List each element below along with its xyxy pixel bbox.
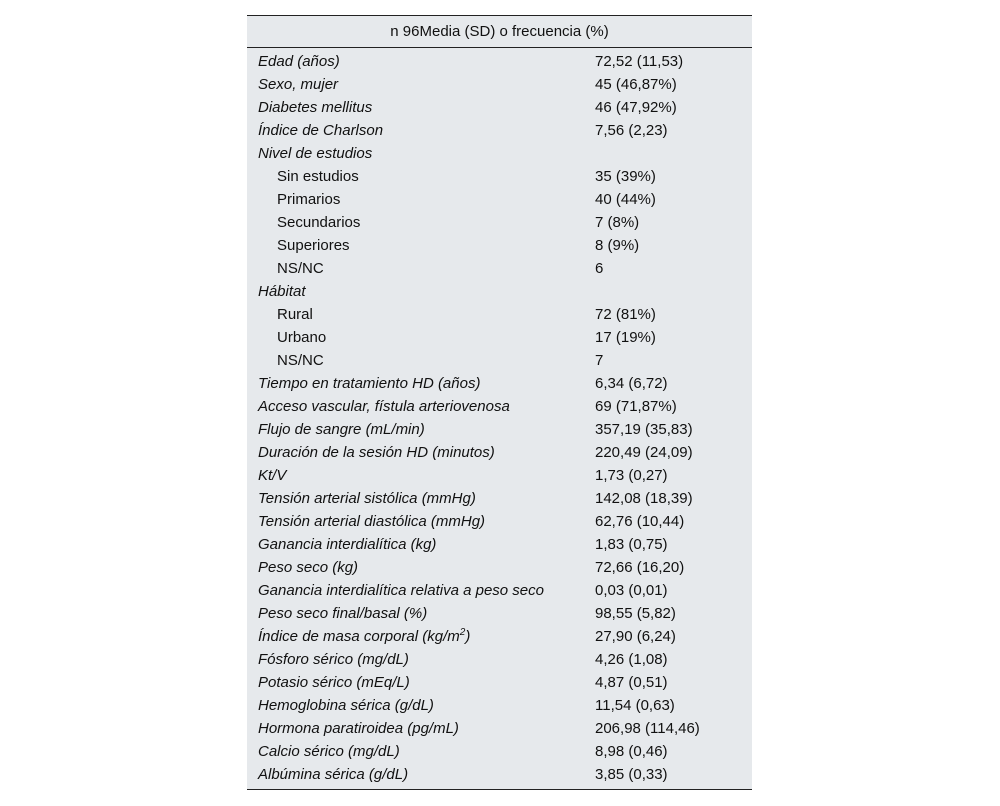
table-row bbox=[247, 464, 752, 487]
table-row bbox=[247, 717, 752, 740]
table-row bbox=[247, 349, 752, 372]
row-label-text: Peso seco (kg) bbox=[258, 559, 359, 576]
row-label-text: NS/NC bbox=[277, 352, 324, 369]
row-value: 7,56 (2,23) bbox=[595, 122, 668, 139]
row-value: 46 (47,92%) bbox=[595, 99, 677, 116]
row-label-text: Tensión arterial sistólica (mmHg) bbox=[258, 490, 476, 507]
table-row bbox=[247, 234, 752, 257]
table-row bbox=[247, 142, 752, 165]
row-label-text: Kt/V bbox=[258, 467, 287, 484]
row-label bbox=[247, 395, 595, 418]
row-label-text: Acceso vascular, fístula arteriovenosa bbox=[258, 398, 510, 415]
row-label bbox=[247, 372, 595, 395]
row-value: 8,98 (0,46) bbox=[595, 743, 668, 760]
row-value: 357,19 (35,83) bbox=[595, 421, 693, 438]
row-value: 35 (39%) bbox=[595, 168, 656, 185]
table-row bbox=[247, 602, 752, 625]
table-row bbox=[247, 694, 752, 717]
row-label-text: Hábitat bbox=[258, 283, 306, 300]
row-label-text: Nivel de estudios bbox=[258, 145, 373, 162]
row-label-text: NS/NC bbox=[277, 260, 324, 277]
row-value: 1,73 (0,27) bbox=[595, 467, 668, 484]
row-label-text: Secundarios bbox=[277, 214, 361, 231]
table-row bbox=[247, 73, 752, 96]
row-value: 8 (9%) bbox=[595, 237, 640, 254]
row-value: 17 (19%) bbox=[595, 329, 656, 346]
table-row bbox=[247, 556, 752, 579]
table-body bbox=[247, 48, 752, 789]
row-label bbox=[247, 257, 595, 280]
row-label-text: Índice de masa corporal (kg/m bbox=[258, 628, 460, 645]
row-label-text: Superiores bbox=[277, 237, 350, 254]
row-value: 1,83 (0,75) bbox=[595, 536, 668, 553]
row-label-text: Edad (años) bbox=[258, 53, 340, 70]
table-row bbox=[247, 441, 752, 464]
table-row bbox=[247, 395, 752, 418]
row-value: 98,55 (5,82) bbox=[595, 605, 676, 622]
table-row bbox=[247, 579, 752, 602]
row-value: 27,90 (6,24) bbox=[595, 628, 676, 645]
table-row bbox=[247, 326, 752, 349]
table-row bbox=[247, 211, 752, 234]
table-row bbox=[247, 533, 752, 556]
table-row bbox=[247, 257, 752, 280]
row-label-text: Hemoglobina sérica (g/dL) bbox=[258, 697, 434, 714]
table-row bbox=[247, 510, 752, 533]
row-label-text: Primarios bbox=[277, 191, 341, 208]
row-label-text: Fósforo sérico (mg/dL) bbox=[258, 651, 409, 668]
table-header: n 96Media (SD) o frecuencia (%) bbox=[247, 16, 752, 48]
row-label bbox=[247, 441, 595, 464]
row-value: 4,87 (0,51) bbox=[595, 674, 668, 691]
row-label bbox=[247, 142, 595, 165]
row-value: 69 (71,87%) bbox=[595, 398, 677, 415]
row-value: 3,85 (0,33) bbox=[595, 766, 668, 783]
row-label bbox=[247, 464, 595, 487]
row-label-text: Potasio sérico (mEq/L) bbox=[258, 674, 410, 691]
row-label-text: Hormona paratiroidea (pg/mL) bbox=[258, 720, 459, 737]
row-label bbox=[247, 349, 595, 372]
row-value: 72 (81%) bbox=[595, 306, 656, 323]
row-value: 72,52 (11,53) bbox=[595, 53, 684, 70]
row-value: 62,76 (10,44) bbox=[595, 513, 685, 530]
row-label-text: Duración de la sesión HD (minutos) bbox=[258, 444, 495, 461]
row-label bbox=[247, 73, 595, 96]
row-value: 220,49 (24,09) bbox=[595, 444, 693, 461]
table-row bbox=[247, 119, 752, 142]
row-label bbox=[247, 694, 595, 717]
row-value: 7 (8%) bbox=[595, 214, 640, 231]
row-value: 7 bbox=[595, 352, 604, 369]
row-label-text: Ganancia interdialítica (kg) bbox=[258, 536, 437, 553]
row-label-text: Calcio sérico (mg/dL) bbox=[258, 743, 400, 760]
table-row bbox=[247, 188, 752, 211]
table-row bbox=[247, 487, 752, 510]
row-label bbox=[247, 211, 595, 234]
table-row bbox=[247, 763, 752, 786]
row-value: 142,08 (18,39) bbox=[595, 490, 693, 507]
table-row bbox=[247, 372, 752, 395]
row-label-text: Urbano bbox=[277, 329, 327, 346]
row-label bbox=[247, 556, 595, 579]
row-label bbox=[247, 602, 595, 625]
row-label-text: Flujo de sangre (mL/min) bbox=[258, 421, 425, 438]
row-label-suffix: ) bbox=[465, 628, 471, 645]
row-value bbox=[595, 280, 752, 303]
table-row bbox=[247, 418, 752, 441]
row-value: 4,26 (1,08) bbox=[595, 651, 668, 668]
row-label bbox=[247, 717, 595, 740]
table-row bbox=[247, 303, 752, 326]
row-label-text: Tiempo en tratamiento HD (años) bbox=[258, 375, 481, 392]
row-label bbox=[247, 280, 595, 303]
row-label bbox=[247, 625, 595, 648]
row-value: 206,98 (114,46) bbox=[595, 720, 700, 737]
data-table bbox=[247, 15, 752, 790]
row-label bbox=[247, 533, 595, 556]
row-label bbox=[247, 119, 595, 142]
table-row bbox=[247, 671, 752, 694]
row-value: 11,54 (0,63) bbox=[595, 697, 675, 714]
row-label bbox=[247, 188, 595, 211]
table-row bbox=[247, 625, 752, 648]
row-value: 40 (44%) bbox=[595, 191, 656, 208]
row-value: 45 (46,87%) bbox=[595, 76, 677, 93]
row-label bbox=[247, 326, 595, 349]
row-label bbox=[247, 234, 595, 257]
row-value: 0,03 (0,01) bbox=[595, 582, 668, 599]
row-label-text: Tensión arterial diastólica (mmHg) bbox=[258, 513, 486, 530]
row-label bbox=[247, 740, 595, 763]
row-label bbox=[247, 96, 595, 119]
table-row bbox=[247, 648, 752, 671]
row-label bbox=[247, 763, 595, 786]
row-label bbox=[247, 579, 595, 602]
row-label-text: Índice de Charlson bbox=[258, 122, 384, 139]
row-value: 72,66 (16,20) bbox=[595, 559, 685, 576]
row-label bbox=[247, 648, 595, 671]
row-label-text: Albúmina sérica (g/dL) bbox=[258, 766, 409, 783]
row-label bbox=[247, 510, 595, 533]
row-label-text: Diabetes mellitus bbox=[258, 99, 373, 116]
row-label-text: Rural bbox=[277, 306, 313, 323]
row-label bbox=[247, 487, 595, 510]
row-value: 6 bbox=[595, 260, 604, 277]
row-label-text: Sexo, mujer bbox=[258, 76, 339, 93]
table-row bbox=[247, 50, 752, 73]
row-value: 6,34 (6,72) bbox=[595, 375, 668, 392]
table-row bbox=[247, 740, 752, 763]
row-label bbox=[247, 671, 595, 694]
row-label-superscript: 2 bbox=[459, 627, 466, 638]
row-label-text: Peso seco final/basal (%) bbox=[258, 605, 428, 622]
row-label bbox=[247, 303, 595, 326]
row-value bbox=[595, 142, 752, 165]
row-label bbox=[247, 418, 595, 441]
row-label bbox=[247, 50, 595, 73]
row-label-text: Sin estudios bbox=[277, 168, 359, 185]
row-label-text: Ganancia interdialítica relativa a peso seco bbox=[258, 582, 544, 599]
row-label bbox=[247, 165, 595, 188]
table-row bbox=[247, 96, 752, 119]
table-row bbox=[247, 165, 752, 188]
table-row bbox=[247, 280, 752, 303]
